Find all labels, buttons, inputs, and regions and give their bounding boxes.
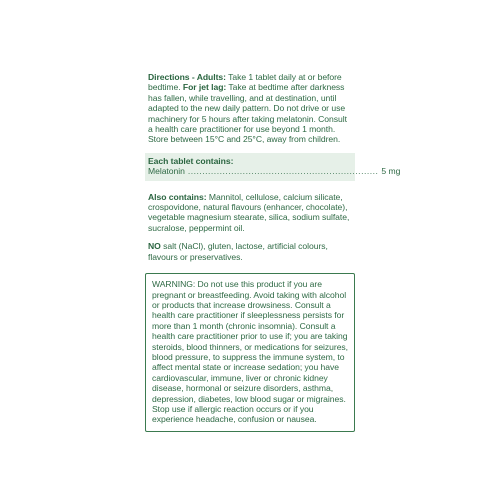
also-contains-heading: Also contains: bbox=[148, 191, 207, 202]
leader-dots: .................................................................. bbox=[187, 166, 379, 177]
ingredient-name: Melatonin bbox=[148, 166, 185, 177]
no-salt-text: salt (NaCl), gluten, lactose, artificial colours, flavours or preservatives. bbox=[148, 241, 328, 262]
directions-heading: Directions - Adults: bbox=[148, 72, 226, 82]
no-salt-section bbox=[148, 241, 352, 262]
also-contains-text: Mannitol, cellulose, calcium silicate, crospovidone, natural flavours (enhancer, chocolate), vegetable magnesium stearate, silica, sodium sulfate, sucralose, peppermint oil. bbox=[148, 191, 350, 233]
also-contains-section bbox=[148, 192, 352, 234]
jetlag-heading: For jet lag: bbox=[180, 82, 227, 93]
product-label bbox=[148, 72, 401, 432]
ingredient-row bbox=[148, 166, 401, 177]
warning-text: WARNING: Do not use this product if you are pregnant or breastfeeding. Avoid taking with alcohol or products that increase drowsiness. Consult a health care practitioner if sleeplessness persists for more than 1 month (chronic insomnia). Consult a health care practitioner prior to use if; you are taking steroids, blood thinners, or medications for seizures, blood pressure, to suppress the immune system, to affect mental state or increase sedation; you have cardiovascular, immune, liver or chronic kidney disease, hormonal or seizure disorders, asthma, depression, diabetes, low blood sugar or migraines. Stop use if allergic reaction occurs or if you experience headache, confusion or nausea. bbox=[152, 279, 349, 425]
no-salt-heading: NO bbox=[148, 241, 161, 252]
warning-box bbox=[145, 273, 355, 432]
ingredients-panel bbox=[145, 153, 401, 181]
directions-section bbox=[148, 72, 352, 145]
ingredient-amount: 5 mg bbox=[381, 166, 401, 177]
directions-text: Take 1 tablet daily at or before bedtime. bbox=[148, 72, 342, 93]
jetlag-text: Take at bedtime after darkness has fallen, while travelling, and at destination, until adapted to the new daily pattern. Do not drive or use machinery for 5 hours after taking melatonin. Consult a health care practitioner for use beyond 1 month. Store between 15°C and 25°C, away from children. bbox=[148, 82, 347, 145]
contains-heading: Each tablet contains: bbox=[148, 155, 234, 166]
